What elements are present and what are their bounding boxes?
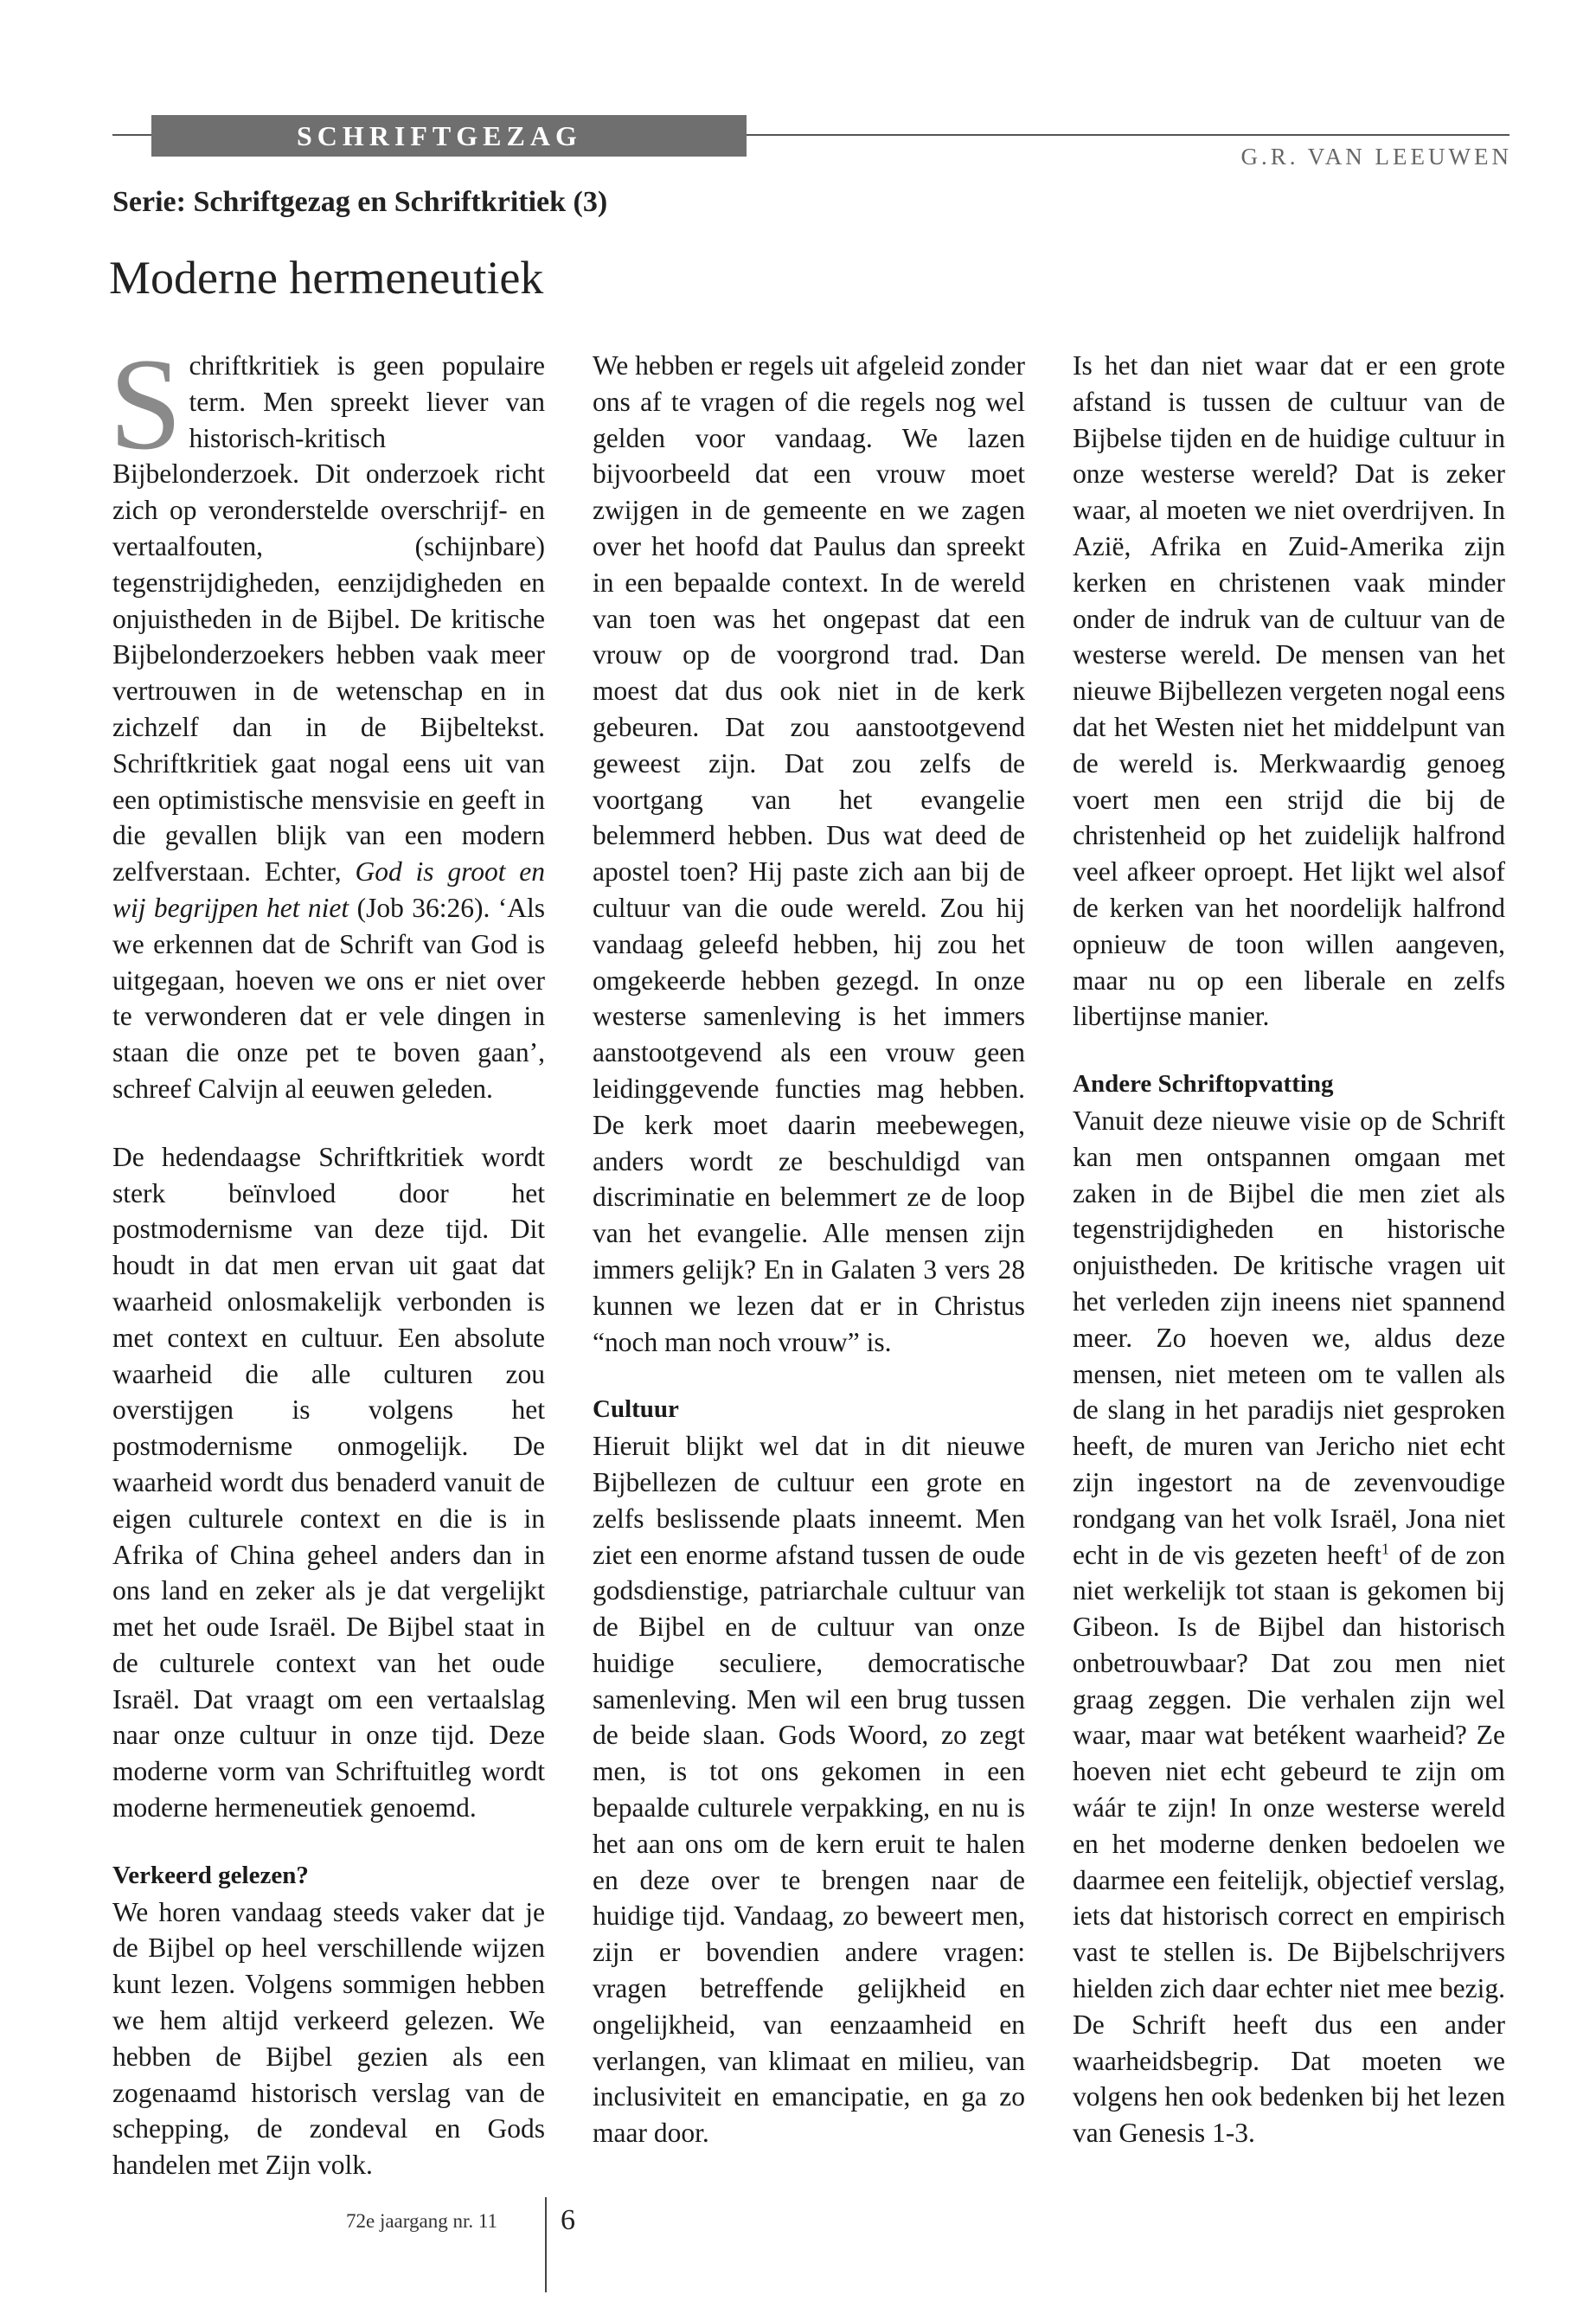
page-number: 6 <box>561 2204 575 2236</box>
article-title: Moderne hermeneutiek <box>109 252 544 304</box>
paragraph: We hebben er regels uit afgeleid zonder ons af te vragen of die regels nog wel gelden voor vandaag. We lazen bijvoorbeeld dat een vrouw moet zwijgen in de gemeente en we zagen over het hoofd dat Paulus dan spreekt in een bepaalde context. In de wereld van toen was het ongepast dat een vrouw op de voorgrond trad. Dan moest dat dus ook niet in de kerk gebeuren. Dat zou aanstootgevend geweest zijn. Dat zou zelfs de voortgang van het evangelie belemmerd hebben. Dus wat deed de apostel toen? Hij paste zich aan bij de cultuur van die oude wereld. Zou hij vandaag geleefd hebben, hij zou het omgekeerde hebben gezegd. In onze westerse samenleving is het immers aanstootgevend als een vrouw geen leidinggevende functies mag hebben. De kerk moet daarin meebewegen, anders wordt ze beschuldigd van discriminatie en belemmert ze de loop van het evangelie. Alle mensen zijn immers gelijk? En in Galaten 3 vers 28 kunnen we lezen dat er in Christus “noch man noch vrouw” is. <box>593 350 1025 1357</box>
paragraph: Schriftkritiek is geen populaire term. Men spreekt liever van historisch-kritisch Bijbelonderzoek. Dit onderzoek richt zich op veronderstelde overschrijf- en vertaalfouten, (schijnbare) tegenstrijdigheden, eenzijdigheden en onjuistheden in de Bijbel. De kritische Bijbelonderzoekers hebben vaak meer vertrouwen in de wetenschap en in zichzelf dan in de Bijbeltekst. Schriftkritiek gaat nogal eens uit van een optimistische mensvisie en geeft in die gevallen blijk van een modern zelfverstaan. Echter, God is groot en wij begrijpen het niet (Job 36:26). ‘Als we erkennen dat de Schrift van God is uitgegaan, hoeven we ons er niet over te verwonderen dat er vele dingen in staan die onze pet te boven gaan’, schreef Calvijn al eeuwen geleden. <box>109 331 545 1104</box>
author-name: G.R. VAN LEEUWEN <box>1240 144 1512 170</box>
subheading: Cultuur <box>593 1395 679 1424</box>
drop-cap: S <box>109 331 183 477</box>
section-label: SCHRIFTGEZAG <box>151 115 747 157</box>
text-column-2 <box>593 348 1025 2151</box>
paragraph: De hedendaagse Schriftkritiek wordt sterk beïnvloed door het postmodernisme van deze tijd. Dit houdt in dat men ervan uit gaat dat waarheid onlosmakelijk verbonden is met context en cultuur. Een absolute waarheid die alle culturen zou overstijgen is volgens het postmodernisme onmogelijk. De waarheid wordt dus benaderd vanuit de eigen culturele context en die is in Afrika of China geheel anders dan in ons land en zeker als je dat vergelijkt met het oude Israël. De Bijbel staat in de culturele context van het oude Israël. Dat vraagt om een vertaalslag naar onze cultuur in onze tijd. Deze moderne vorm van Schriftuitleg wordt moderne hermeneutiek genoemd. <box>112 1141 545 1823</box>
scripture-quote: God is groot en wij begrijpen het niet <box>112 856 545 923</box>
paragraph: Is het dan niet waar dat er een grote afstand is tussen de cultuur van de Bijbelse tijden en de huidige cultuur in onze westerse wereld? Dat is zeker waar, al moeten we niet overdrijven. In Azië, Afrika en Zuid-Amerika zijn kerken en christenen vaak minder onder de indruk van de cultuur van de westerse wereld. De mensen van het nieuwe Bijbellezen vergeten nogal eens dat het Westen niet het middelpunt van de wereld is. Merkwaardig genoeg voert men een strijd die bij de christenheid op het zuidelijk halfrond veel afkeer oproept. Het lijkt wel alsof de kerken van het noordelijk halfrond opnieuw de toon willen aangeven, maar nu op een liberale en zelfs libertijnse manier. <box>1073 350 1505 1032</box>
series-title: Serie: Schriftgezag en Schriftkritiek (3) <box>112 186 608 218</box>
text-column-1 <box>109 331 545 2183</box>
paragraph: Vanuit deze nieuwe visie op de Schrift kan men ontspannen omgaan met zaken in de Bijbel die men ziet als tegenstrijdigheden en historische onjuistheden. De kritische vragen uit het verleden zijn ineens niet spannend meer. Zo hoeven we, aldus deze mensen, niet meteen om te vallen als de slang in het paradijs niet gesproken heeft, de muren van Jericho niet echt zijn ingestort na de zevenvoudige rondgang van het volk Israël, Jona niet echt in de vis gezeten heeft$^1$ of de zon niet werkelijk tot staan is gekomen bij Gibeon. Is de Bijbel dan historisch onbetrouwbaar? Dat zou men niet graag zeggen. Die verhalen zijn wel waar, maar wat betékent waarheid? Ze hoeven niet echt gebeurd te zijn om wáár te zijn! In onze westerse wereld en het moderne denken bedoelen we daarmee een feitelijk, objectief verslag, iets dat historisch correct en empirisch vast te stellen is. De Bijbelschrijvers hielden zich daar echter niet mee bezig. De Schrift heeft dus een ander waarheidsbegrip. Dat moeten we volgens hen ook bedenken bij het lezen van Genesis 1-3. <box>1073 1105 1506 2149</box>
footer-divider <box>545 2197 547 2292</box>
header-rule-right <box>747 134 1509 136</box>
issue-info: 72e jaargang nr. 11 <box>346 2210 498 2232</box>
header-rule-left <box>112 134 151 136</box>
text-column-3 <box>1073 348 1505 2151</box>
paragraph: Hieruit blijkt wel dat in dit nieuwe Bijbellezen de cultuur een grote en zelfs beslissende plaats inneemt. Men ziet een enorme afstand tussen de oude godsdienstige, patriarchale cultuur van de Bijbel en de cultuur van onze huidige seculiere, democratische samenleving. Men wil een brug tussen de beide slaan. Gods Woord, zo zegt men, is tot ons gekomen in een bepaalde culturele verpakking, en nu is het aan ons om de kern eruit te halen en deze over te brengen naar de huidige tijd. Vandaag, zo beweert men, zijn er bovendien andere vragen: vragen betreffende gelijkheid en ongelijkheid, van eenzaamheid en verlangen, van klimaat en milieu, van inclusiviteit en emancipatie, en ga zo maar door. <box>593 1431 1025 2149</box>
subheading: Verkeerd gelezen? <box>112 1861 309 1889</box>
footnote-marker: 1 <box>1381 1540 1389 1557</box>
subheading: Andere Schriftopvatting <box>1073 1070 1334 1099</box>
paragraph: We horen vandaag steeds vaker dat je de Bijbel op heel verschillende wijzen kunt lezen. Volgens sommigen hebben we hem altijd verkeerd gelezen. We hebben de Bijbel gezien als een zogenaamd historisch verslag van de schepping, de zondeval en Gods handelen met Zijn volk. <box>112 1896 545 2181</box>
